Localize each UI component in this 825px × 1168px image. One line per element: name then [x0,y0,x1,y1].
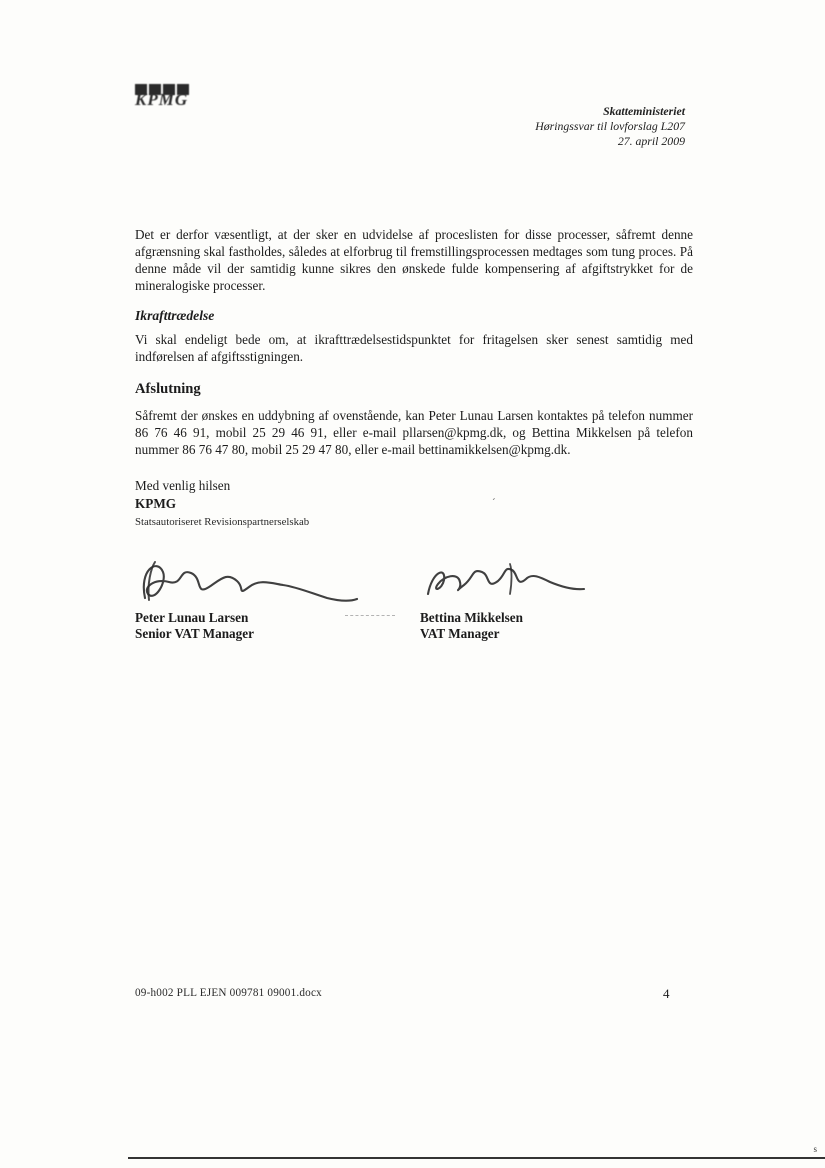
scan-edge-line [128,1157,825,1159]
paragraph-afslutning: Såfremt der ønskes en uddybning af ovenstående, kan Peter Lunau Larsen kontaktes på telefon nummer 86 76 46 91, mobil 25 29 46 91, eller e-mail pllarsen@kpmg.dk, og Bettina Mikkelsen på telefon nummer 86 76 47 80, mobil 25 29 47 80, eller e-mail bettinamikkelsen@kpmg.dk. [135,408,693,457]
signer-name: Peter Lunau Larsen [135,610,249,625]
paragraph-ikrafttraedelse: Vi skal endeligt bede om, at ikrafttrædelsestidspunktet for fritagelsen sker senest samtidig med indførelsen af afgiftsstigningen. [135,332,693,364]
heading-afslutning: Afslutning [135,381,201,397]
signature-bettina-icon [420,554,660,606]
letter-reference-block [535,104,685,149]
letter-date: 27. april 2009 [617,134,685,148]
letter-subject: Høringssvar til lovforslag L207 [535,119,685,133]
paragraph-processlist: Det er derfor væsentligt, at der sker en udvidelse af proceslisten for disse processer, såfremt denne afgrænsning skal fastholdes, således at elforbrug til fremstillingsprocessen medtages som tung proces. På denne måde vil der samtidig kunne sikres den ønskede fulde kompensering af afgiftstrykket for de mineralogiske processer. [135,227,693,293]
kpmg-logo [135,84,197,108]
scan-dash-artifact [345,615,395,616]
signer-title: VAT Manager [420,626,500,641]
closing-block [135,478,693,530]
document-reference: 09-h002 PLL EJEN 009781 09001.docx [135,987,322,999]
scan-corner-mark: s [813,1144,817,1154]
closing-salutation: Med venlig hilsen [135,478,231,493]
page-number: 4 [663,986,670,1001]
closing-company: KPMG [135,496,177,511]
letter-body [135,226,693,642]
signature-row [135,554,693,642]
scan-stray-mark: ´ [492,497,496,509]
signature-peter-icon [135,554,420,606]
signature-block-peter [135,554,420,642]
signer-name: Bettina Mikkelsen [420,610,523,625]
recipient-name: Skatteministeriet [603,104,685,118]
signer-title: Senior VAT Manager [135,626,254,641]
closing-company-subtitle: Statsautoriseret Revisionspartnerselskab [135,516,310,528]
signature-block-bettina [420,554,660,642]
heading-ikrafttraedelse: Ikrafttrædelse [135,308,215,323]
kpmg-logo-text: KPMG [135,90,189,109]
